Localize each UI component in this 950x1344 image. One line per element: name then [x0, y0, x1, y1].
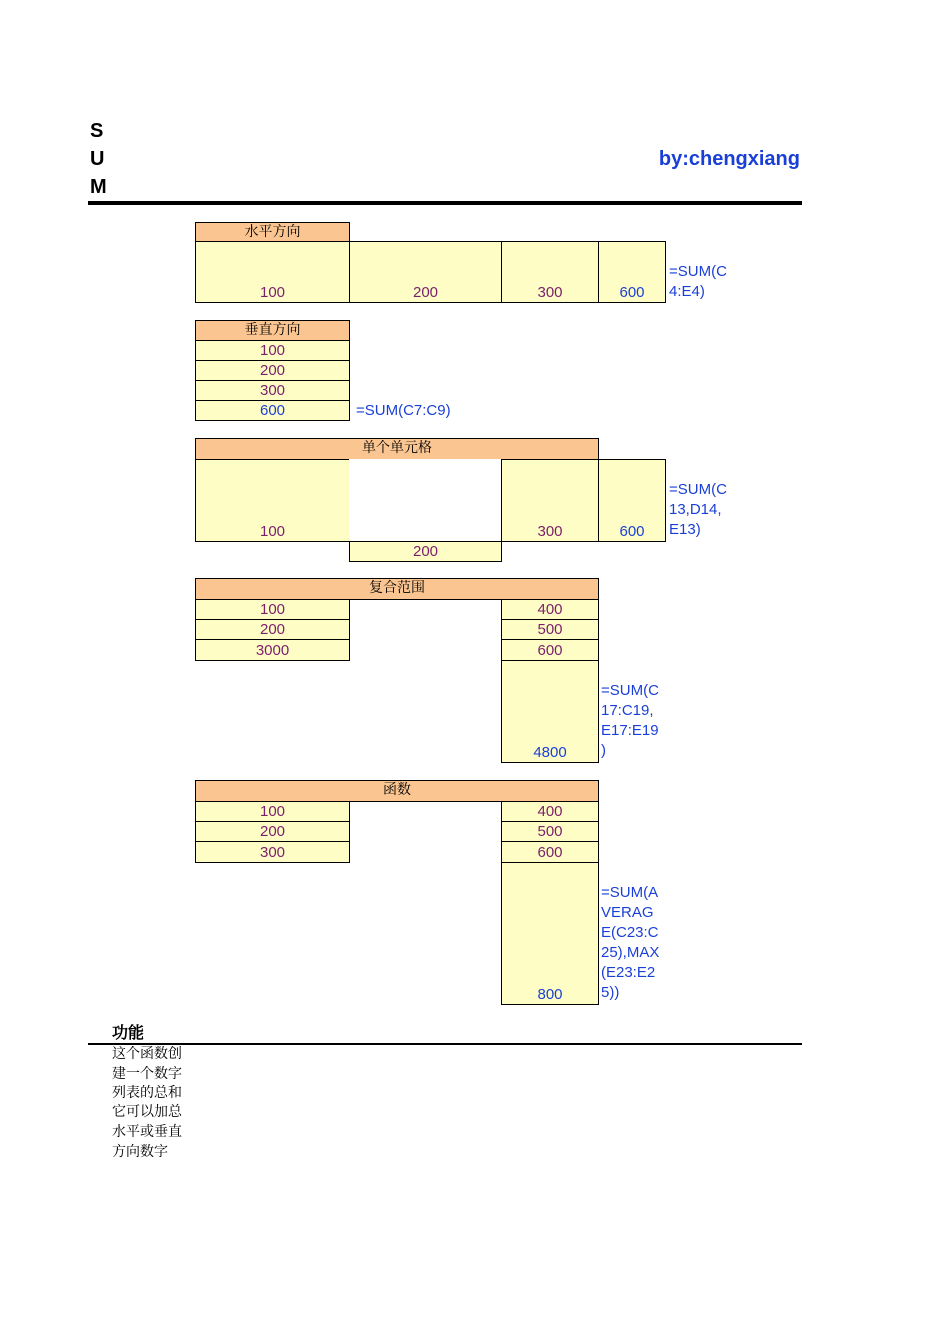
author-byline: by:chengxiang — [658, 148, 800, 170]
formula-line: E17:E19 — [601, 722, 659, 739]
formula-line: 13,D14, — [669, 501, 722, 518]
feature-divider — [88, 1043, 802, 1045]
value-cell[interactable]: 200 — [349, 541, 502, 562]
section-header: 函数 — [195, 780, 599, 802]
formula-line: 17:C19, — [601, 702, 654, 719]
formula-line: ) — [601, 742, 606, 759]
empty-cell — [349, 459, 502, 542]
formula-line: =SUM(C — [669, 263, 727, 280]
formula-line: =SUM(C — [601, 682, 659, 699]
formula-text — [601, 883, 659, 1003]
value-cell[interactable]: 400 — [501, 599, 599, 620]
formula-line: 4:E4) — [669, 283, 705, 300]
formula-line: 5)) — [601, 984, 620, 1001]
title-divider — [88, 201, 802, 205]
sum-cell[interactable]: 600 — [598, 459, 666, 542]
section-header: 垂直方向 — [195, 320, 350, 341]
value-cell[interactable]: 300 — [501, 459, 599, 542]
value-cell[interactable]: 100 — [195, 340, 350, 361]
formula-line: 25),MAX — [601, 944, 660, 961]
value-cell[interactable]: 400 — [501, 801, 599, 822]
formula-line: =SUM(C7:C9) — [356, 402, 451, 419]
value-cell[interactable]: 200 — [195, 360, 350, 381]
formula-line: (E23:E2 — [601, 964, 656, 981]
value-cell[interactable]: 100 — [195, 599, 350, 620]
description-line: 水平或垂直 — [112, 1124, 182, 1140]
title-letter-s: S — [90, 120, 104, 142]
value-cell[interactable]: 300 — [195, 380, 350, 401]
value-cell[interactable]: 200 — [349, 241, 502, 303]
description-line: 建一个数字 — [112, 1066, 182, 1082]
formula-text — [356, 401, 451, 421]
sum-cell[interactable]: 4800 — [501, 660, 599, 763]
formula-line: =SUM(A — [601, 884, 659, 901]
value-cell[interactable]: 600 — [501, 639, 599, 661]
value-cell[interactable]: 500 — [501, 821, 599, 842]
value-cell[interactable]: 3000 — [195, 639, 350, 661]
value-cell[interactable]: 100 — [195, 801, 350, 822]
sum-cell[interactable]: 800 — [501, 862, 599, 1005]
title-letter-u: U — [90, 148, 105, 170]
description-line: 方向数字 — [112, 1144, 168, 1160]
value-cell[interactable]: 600 — [501, 841, 599, 863]
value-cell[interactable]: 100 — [195, 241, 350, 303]
formula-text — [669, 480, 727, 540]
description-line: 它可以加总 — [112, 1104, 182, 1120]
formula-line: E13) — [669, 521, 701, 538]
value-cell[interactable]: 100 — [195, 459, 350, 542]
value-cell[interactable]: 200 — [195, 619, 350, 640]
section-header: 水平方向 — [195, 222, 350, 242]
sum-cell[interactable]: 600 — [195, 400, 350, 421]
value-cell[interactable]: 300 — [195, 841, 350, 863]
value-cell[interactable]: 500 — [501, 619, 599, 640]
formula-line: =SUM(C — [669, 481, 727, 498]
formula-line: VERAG — [601, 904, 654, 921]
section-header: 复合范围 — [195, 578, 599, 600]
sum-cell[interactable]: 600 — [598, 241, 666, 303]
description-line: 这个函数创 — [112, 1046, 182, 1062]
formula-text — [601, 681, 659, 761]
feature-heading: 功能 — [112, 1023, 145, 1042]
title-letter-m: M — [90, 176, 107, 198]
formula-line: E(C23:C — [601, 924, 659, 941]
description-line: 列表的总和 — [112, 1085, 182, 1101]
value-cell[interactable]: 200 — [195, 821, 350, 842]
value-cell[interactable]: 300 — [501, 241, 599, 303]
section-header: 单个单元格 — [195, 438, 599, 460]
formula-text — [669, 262, 727, 302]
